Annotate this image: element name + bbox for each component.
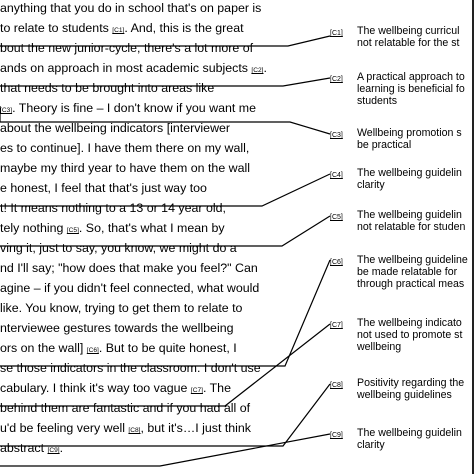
transcript-text: agine – if you didn't feel connected, what would <box>0 281 260 295</box>
transcript-line <box>0 78 214 98</box>
code-label: [C8] <box>330 382 343 389</box>
code-label: [C9] <box>330 432 343 439</box>
transcript-text-continued: . So, that's what I mean by <box>78 221 225 235</box>
transcript-text: anything that you do in school that's on paper is <box>0 1 262 15</box>
transcript-line <box>0 298 242 318</box>
transcript-line <box>0 378 231 398</box>
transcript-line <box>0 278 259 298</box>
transcript-line <box>0 198 226 218</box>
transcript-text-continued: . <box>263 61 267 75</box>
code-label: [C3] <box>330 132 343 139</box>
code-reference-tag: [C8] <box>128 427 141 434</box>
code-label: [C4] <box>330 172 343 179</box>
code-description-line: Wellbeing promotion s <box>357 127 462 139</box>
transcript-line <box>0 178 207 198</box>
transcript-text: nterviewee gestures towards the wellbeing <box>0 321 234 335</box>
transcript-text: that needs to be brought into areas like <box>0 81 215 95</box>
transcript-line <box>0 438 63 458</box>
code-label: [C2] <box>330 76 343 83</box>
transcript-line <box>0 38 253 58</box>
transcript-text-continued: . But to be quite honest, I <box>98 341 237 355</box>
code-description-line: The wellbeing guidelin <box>357 209 462 221</box>
transcript-text: about the wellbeing indicators [interviewer <box>0 121 231 135</box>
code-description-line: The wellbeing guidelin <box>357 167 462 179</box>
transcript-line <box>0 58 267 78</box>
code-label: [C7] <box>330 322 343 329</box>
code-description-line: The wellbeing guidelin <box>357 427 462 439</box>
transcript-text: u'd be feeling very well <box>0 421 129 435</box>
code-reference-tag: [C1] <box>112 27 125 34</box>
transcript-line <box>0 0 261 18</box>
code-description-line: The wellbeing guideline <box>357 254 468 266</box>
transcript-text: ving it, just to say, you know, we might do a <box>0 241 237 255</box>
code-label: [C6] <box>330 259 343 266</box>
transcript-text-continued: . The <box>202 381 231 395</box>
code-description-line: not relatable for the st <box>357 37 460 49</box>
transcript-line <box>0 358 261 378</box>
transcript-text: nd I'll say; "how does that make you feel?" Can <box>0 261 258 275</box>
transcript-text: behind them are fantastic and if you had all of <box>0 401 251 415</box>
transcript-text: cabulary. I think it's way too vague <box>0 381 191 395</box>
code-description-line: students <box>357 95 398 107</box>
transcript-line <box>0 138 249 158</box>
transcript-line <box>0 338 237 358</box>
transcript-line <box>0 158 250 178</box>
code-label: [C1] <box>330 30 343 37</box>
transcript-line <box>0 398 250 418</box>
transcript-line <box>0 18 244 38</box>
code-description-line: not relatable for studen <box>357 221 466 233</box>
transcript-line <box>0 318 234 338</box>
code-description-line: The wellbeing curricul <box>357 25 460 37</box>
transcript-line <box>0 218 225 238</box>
transcript-text: ors on the wall] <box>0 341 87 355</box>
transcript-text: se those indicators in the classroom. I don't use <box>0 361 261 375</box>
transcript-line <box>0 258 258 278</box>
code-reference-tag: [C5] <box>66 227 79 234</box>
transcript-line <box>0 118 230 138</box>
transcript-line <box>0 418 251 438</box>
transcript-text: ands on approach in most academic subjects <box>0 61 252 75</box>
code-description-line: wellbeing <box>357 341 402 353</box>
transcript-text: es to continue]. I have them there on my wall, <box>0 141 250 155</box>
code-description-line: through practical meas <box>357 278 465 290</box>
code-description-line: learning is beneficial fo <box>357 83 465 95</box>
transcript-text-continued: . Theory is fine – I don't know if you want me <box>12 101 256 115</box>
code-label: [C5] <box>330 214 343 221</box>
code-description-line: clarity <box>357 179 385 191</box>
transcript-text: tely nothing <box>0 221 67 235</box>
code-reference-tag: [C3] <box>0 107 13 114</box>
transcript-text: e honest, I feel that that's just way too <box>0 181 207 195</box>
code-description-line: be made relatable for <box>357 266 458 278</box>
transcript-text: like. You know, trying to get them to relate to <box>0 301 243 315</box>
transcript-line <box>0 98 256 118</box>
code-reference-tag: [C9] <box>47 447 60 454</box>
transcript-line <box>0 238 237 258</box>
code-description-line: Positivity regarding the <box>357 377 465 389</box>
transcript-text: maybe my third year to have them on the wall <box>0 161 250 175</box>
transcript-text-continued: . <box>59 441 64 455</box>
code-reference-tag: [C7] <box>190 387 203 394</box>
code-description-line: wellbeing guidelines <box>357 389 452 401</box>
code-description-line: clarity <box>357 439 385 451</box>
transcript-text: to relate to students <box>0 21 113 35</box>
code-description-line: A practical approach to <box>357 71 465 83</box>
code-reference-tag: [C2] <box>251 67 264 74</box>
transcript-text: t! It means nothing to a 13 or 14 year old, <box>0 201 226 215</box>
transcript-text: abstract <box>0 441 48 455</box>
code-annotations-column <box>330 0 474 474</box>
code-description-line: The wellbeing indicato <box>357 317 462 329</box>
code-reference-tag: [C6] <box>86 347 99 354</box>
code-description-line: be practical <box>357 139 412 151</box>
transcript-text-continued: . And, this is the great <box>124 21 244 35</box>
code-description-line: not used to promote st <box>357 329 463 341</box>
transcript-text-continued: , but it's…I just think <box>140 421 251 435</box>
transcript-text: bout the new junior-cycle, there's a lot more of <box>0 41 254 55</box>
